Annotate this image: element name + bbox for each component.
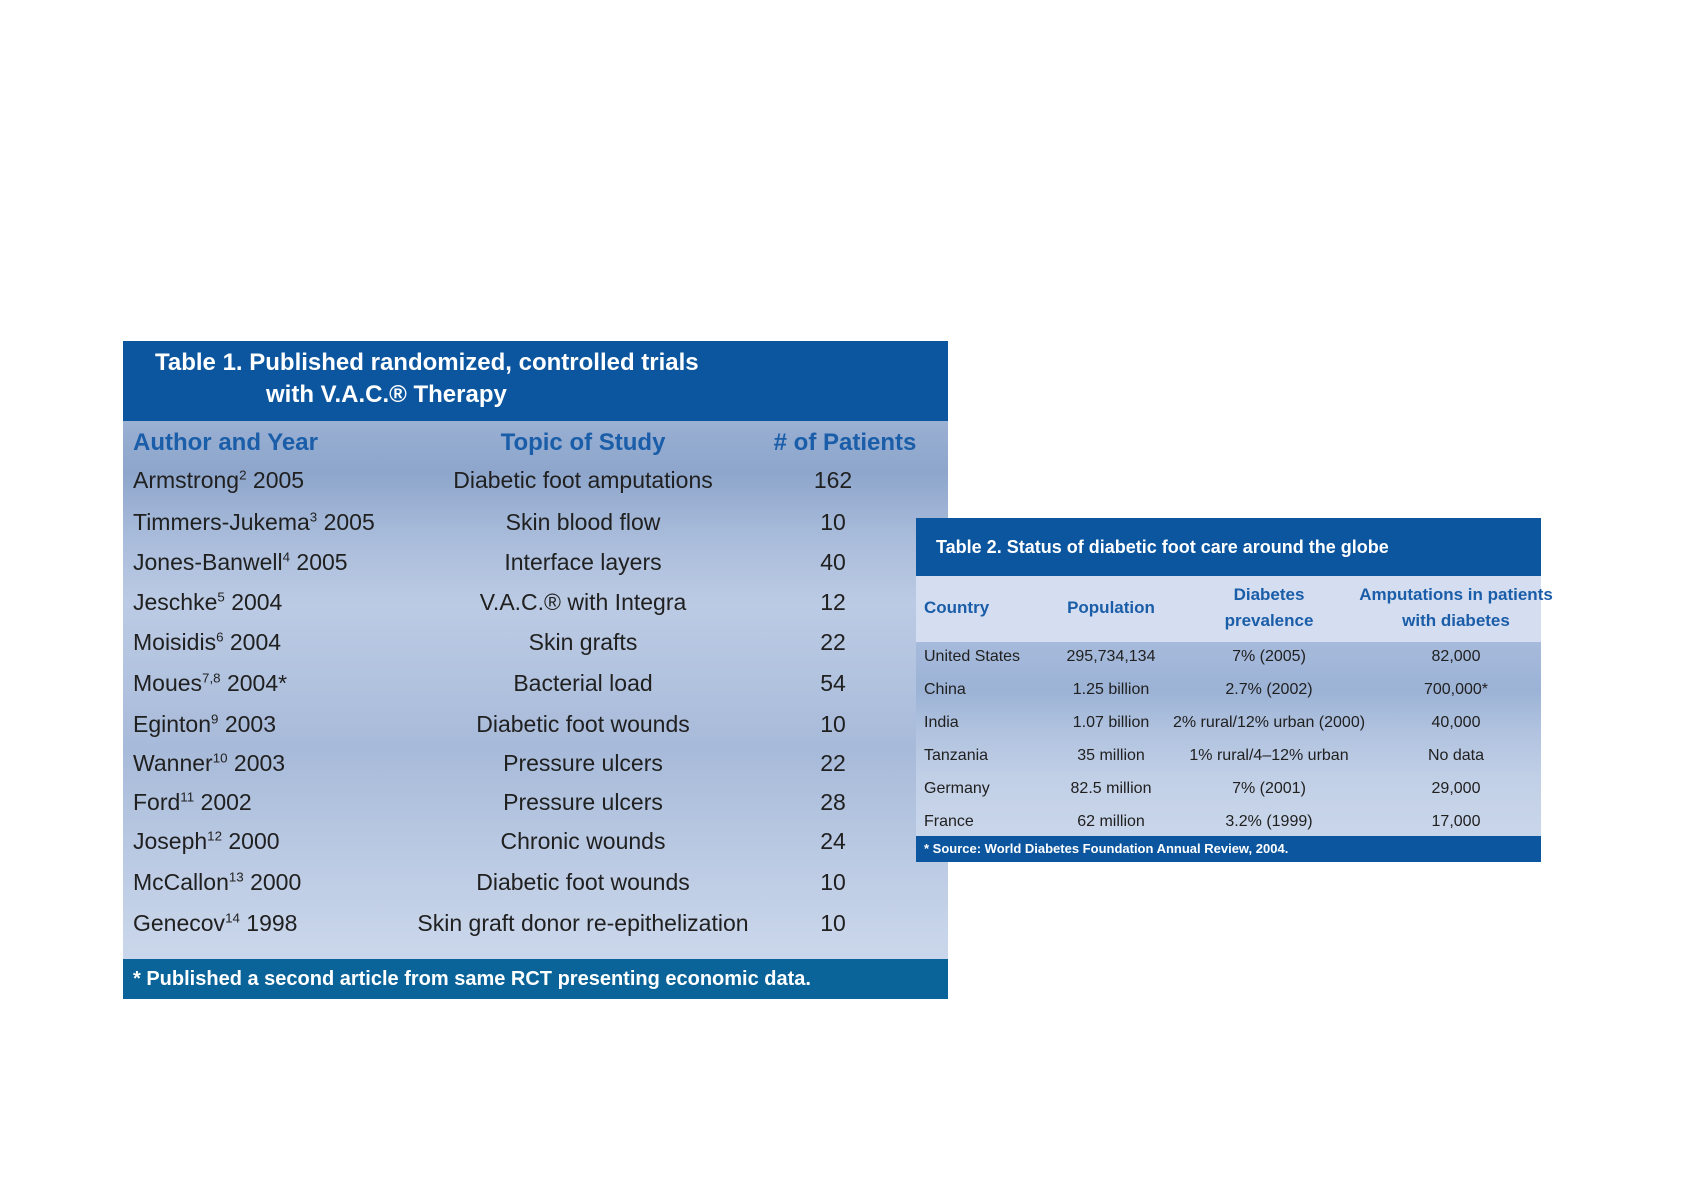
cell-author-year: 2004	[229, 629, 282, 655]
cell-author-ref: 7,8	[202, 670, 221, 686]
cell-topic: Diabetic foot wounds	[476, 711, 690, 737]
cell-prevalence: 7% (2001)	[1232, 780, 1306, 797]
table-row	[916, 741, 1541, 774]
cell-country: Germany	[924, 780, 990, 797]
cell-author	[133, 549, 393, 576]
cell-population: 1.25 billion	[1072, 681, 1150, 698]
table-2-body	[916, 642, 1541, 838]
column-header-amputations-line2: with diabetes	[1402, 611, 1510, 630]
cell-topic: Pressure ulcers	[503, 789, 663, 815]
cell-prevalence: 2.7% (2002)	[1225, 681, 1313, 698]
cell-patients: 28	[820, 789, 846, 815]
cell-author-year: 2005	[323, 509, 375, 535]
cell-topic: Diabetic foot wounds	[476, 869, 690, 895]
table-row	[916, 774, 1541, 807]
cell-prevalence: 2% rural/12% urban (2000)	[1172, 714, 1366, 731]
table-row	[123, 705, 948, 745]
table-1-footnote: * Published a second article from same RCT presenting economic data.	[123, 959, 948, 999]
cell-patients: 12	[820, 589, 846, 615]
cell-patients: 54	[820, 670, 846, 696]
cell-topic: Chronic wounds	[500, 828, 666, 854]
cell-topic: Diabetic foot amputations	[453, 467, 713, 493]
cell-patients: 10	[820, 869, 846, 895]
table-row	[123, 744, 948, 784]
cell-author	[133, 670, 393, 697]
column-header-prevalence-line2: prevalence	[1224, 611, 1314, 630]
cell-author-name: Jeschke	[133, 589, 218, 615]
cell-author-name: Joseph	[133, 828, 208, 854]
cell-author-ref: 13	[228, 869, 244, 885]
table-row	[123, 543, 948, 583]
cell-population: 35 million	[1077, 747, 1145, 764]
cell-author-ref: 2	[239, 467, 247, 483]
cell-country: Tanzania	[924, 747, 989, 764]
table-row	[123, 904, 948, 944]
cell-author-year: 2002	[200, 789, 252, 815]
cell-author	[133, 509, 393, 536]
cell-author-ref: 3	[309, 509, 318, 525]
cell-author-name: Moisidis	[133, 629, 217, 655]
table-row	[123, 583, 948, 623]
column-header-amputations	[1356, 582, 1556, 634]
cell-population: 82.5 million	[1070, 780, 1152, 797]
cell-population: 295,734,134	[1066, 648, 1156, 665]
cell-author-name: McCallon	[133, 869, 229, 895]
cell-patients: 10	[820, 509, 846, 535]
cell-patients: 162	[813, 467, 853, 493]
table-1-title-line2: with V.A.C.® Therapy	[266, 381, 507, 408]
cell-amputations: 29,000	[1431, 780, 1481, 797]
cell-author	[133, 750, 393, 777]
cell-author-year: 2005	[296, 549, 348, 575]
table-row	[916, 708, 1541, 741]
cell-author	[133, 711, 393, 738]
table-row	[123, 664, 948, 704]
table-2-title: Table 2. Status of diabetic foot care around the globe	[916, 518, 1541, 576]
cell-patients: 22	[820, 750, 846, 776]
table-1-title-line1: Table 1. Published randomized, controlled trials	[155, 349, 699, 376]
cell-country: China	[924, 681, 966, 698]
cell-population: 1.07 billion	[1072, 714, 1150, 731]
cell-author-name: Eginton	[133, 711, 212, 737]
cell-author-year: 2005	[252, 467, 305, 493]
cell-amputations: 40,000	[1431, 714, 1481, 731]
cell-author-ref: 9	[211, 711, 219, 727]
table-row	[123, 863, 948, 903]
table-row	[123, 503, 948, 543]
cell-prevalence: 3.2% (1999)	[1225, 813, 1313, 830]
cell-author	[133, 467, 393, 494]
cell-author-name: Timmers-Jukema	[133, 509, 310, 535]
cell-author	[133, 910, 393, 937]
cell-author-name: Genecov	[133, 910, 226, 936]
table-2	[916, 518, 1553, 862]
cell-population: 62 million	[1077, 813, 1145, 830]
cell-author	[133, 869, 393, 896]
column-header-population: Population	[1067, 598, 1155, 617]
cell-patients: 22	[820, 629, 846, 655]
cell-topic: Interface layers	[504, 549, 662, 575]
cell-author-ref: 11	[180, 789, 195, 805]
cell-amputations: 82,000	[1431, 648, 1481, 665]
cell-author-ref: 4	[282, 549, 291, 565]
cell-author-year: 2000	[250, 869, 302, 895]
column-header-author: Author and Year	[133, 429, 318, 456]
table-1	[123, 341, 948, 999]
cell-author-year: 2004*	[226, 670, 288, 696]
cell-author	[133, 789, 393, 816]
cell-author-year: 2003	[233, 750, 286, 776]
cell-topic: Skin blood flow	[505, 509, 661, 535]
cell-topic: V.A.C.® with Integra	[479, 589, 687, 615]
cell-author-year: 2004	[231, 589, 283, 615]
cell-country: United States	[924, 648, 1021, 665]
table-row	[916, 642, 1541, 675]
cell-author	[133, 828, 393, 855]
cell-author-year: 2003	[224, 711, 276, 737]
column-header-country: Country	[924, 598, 990, 617]
column-header-prevalence-line1: Diabetes	[1233, 585, 1305, 604]
cell-amputations: 17,000	[1431, 813, 1481, 830]
cell-author-name: Ford	[133, 789, 181, 815]
cell-author-name: Moues	[133, 670, 203, 696]
cell-author	[133, 629, 393, 656]
cell-author-year: 2000	[228, 828, 280, 854]
cell-prevalence: 7% (2005)	[1232, 648, 1306, 665]
table-2-column-headers	[916, 576, 1553, 642]
cell-amputations: No data	[1427, 747, 1485, 764]
cell-author-ref: 14	[225, 910, 240, 926]
cell-author-ref: 10	[212, 750, 228, 766]
cell-patients: 10	[820, 711, 846, 737]
cell-amputations: 700,000*	[1423, 681, 1489, 698]
cell-topic: Skin graft donor re-epithelization	[417, 910, 749, 936]
table-row	[123, 623, 948, 663]
cell-author-year: 1998	[246, 910, 298, 936]
column-header-topic: Topic of Study	[500, 429, 666, 456]
cell-author-name: Jones-Banwell	[133, 549, 283, 575]
table-row	[123, 783, 948, 823]
cell-author	[133, 589, 393, 616]
column-header-prevalence	[1154, 582, 1384, 634]
cell-patients: 10	[820, 910, 846, 936]
table-row	[123, 461, 948, 501]
column-header-amputations-line1: Amputations in patients	[1359, 585, 1553, 604]
cell-author-ref: 6	[216, 629, 224, 645]
cell-topic: Bacterial load	[513, 670, 653, 696]
cell-author-ref: 5	[217, 589, 225, 605]
cell-prevalence: 1% rural/4–12% urban	[1189, 747, 1349, 764]
table-row	[916, 675, 1541, 708]
column-header-patients: # of Patients	[773, 429, 917, 456]
cell-patients: 24	[820, 828, 846, 854]
cell-author-name: Wanner	[133, 750, 213, 776]
cell-patients: 40	[820, 549, 846, 575]
cell-author-ref: 12	[207, 828, 222, 844]
cell-country: India	[924, 714, 959, 731]
cell-topic: Pressure ulcers	[503, 750, 663, 776]
cell-author-name: Armstrong	[133, 467, 240, 493]
table-2-footnote: * Source: World Diabetes Foundation Annual Review, 2004.	[916, 836, 1541, 862]
cell-topic: Skin grafts	[528, 629, 638, 655]
table-row	[123, 822, 948, 862]
table-1-title	[123, 341, 948, 421]
cell-country: France	[924, 813, 974, 830]
table-1-column-headers	[123, 421, 948, 461]
